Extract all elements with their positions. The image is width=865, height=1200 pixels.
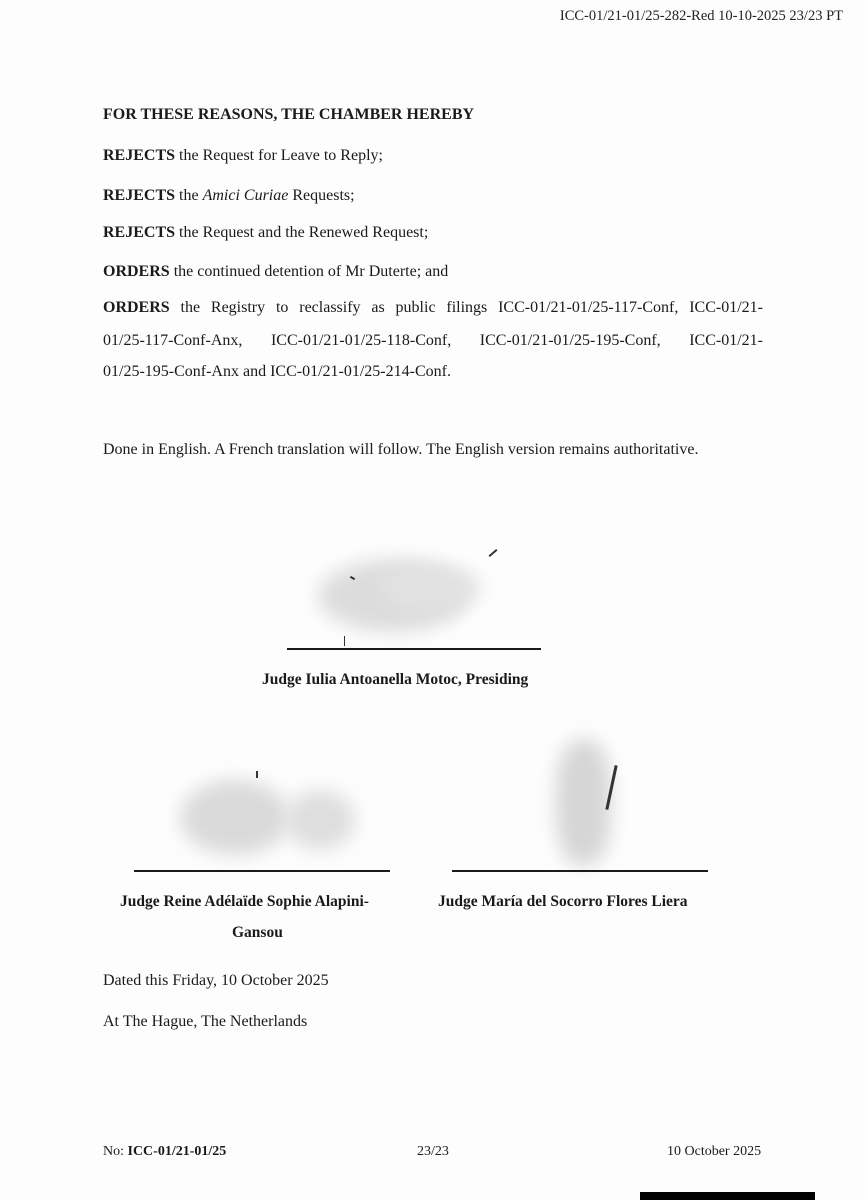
- order-text: the: [175, 187, 203, 204]
- footer-page-number: 23/23: [417, 1144, 449, 1159]
- operative-heading: FOR THESE REASONS, THE CHAMBER HEREBY: [103, 106, 475, 123]
- right-judge-name: Judge María del Socorro Flores Liera: [438, 893, 688, 910]
- order-italic-text: Amici Curiae: [202, 187, 289, 204]
- left-judge-name-line-2: Gansou: [232, 924, 283, 941]
- order-text: the Request for Leave to Reply;: [175, 147, 383, 164]
- order-text: the Request and the Renewed Request;: [175, 224, 429, 241]
- footer-case-no: ICC-01/21-01/25: [127, 1144, 227, 1159]
- order-text: the Registry to reclassify as public filings ICC-01/21-01/25-117-Conf, ICC-01/21-: [169, 299, 763, 316]
- scan-edge-artifact: [640, 1192, 815, 1200]
- reclassify-order-line-3: 01/25-195-Conf-Anx and ICC-01/21-01/25-214-Conf.: [103, 363, 451, 380]
- order-verb: REJECTS: [103, 147, 176, 164]
- reclassify-order-line-2: 01/25-117-Conf-Anx, ICC-01/21-01/25-118-Conf, ICC-01/21-01/25-195-Conf, ICC-01/21-: [103, 332, 763, 349]
- footer-no-label: No:: [103, 1144, 128, 1159]
- order-verb: REJECTS: [103, 187, 176, 204]
- order-item: [103, 186, 763, 206]
- order-verb: ORDERS: [103, 263, 170, 280]
- left-judge-name-line-1: Judge Reine Adélaïde Sophie Alapini-: [120, 893, 369, 910]
- order-verb: ORDERS: [103, 299, 170, 316]
- presiding-judge-name: Judge Iulia Antoanella Motoc, Presiding: [262, 671, 529, 688]
- order-item: [103, 262, 763, 282]
- dated-line: Dated this Friday, 10 October 2025: [103, 972, 329, 989]
- footer-case-number: [103, 1144, 226, 1160]
- order-text: the continued detention of Mr Duterte; and: [169, 263, 449, 280]
- place-line: At The Hague, The Netherlands: [103, 1013, 308, 1030]
- order-item: [103, 223, 763, 243]
- language-note: Done in English. A French translation will follow. The English version remains authoritative.: [103, 441, 699, 458]
- document-reference-header: ICC-01/21-01/25-282-Red 10-10-2025 23/23 PT: [559, 8, 843, 24]
- left-judge-signature-line: [134, 870, 390, 872]
- order-text: Requests;: [288, 187, 355, 204]
- order-verb: REJECTS: [103, 224, 176, 241]
- presiding-signature-line: [287, 648, 541, 650]
- order-item: [103, 146, 763, 166]
- reclassify-order-line-1: [103, 298, 763, 318]
- footer-date: 10 October 2025: [667, 1144, 762, 1159]
- right-judge-signature-line: [452, 870, 708, 872]
